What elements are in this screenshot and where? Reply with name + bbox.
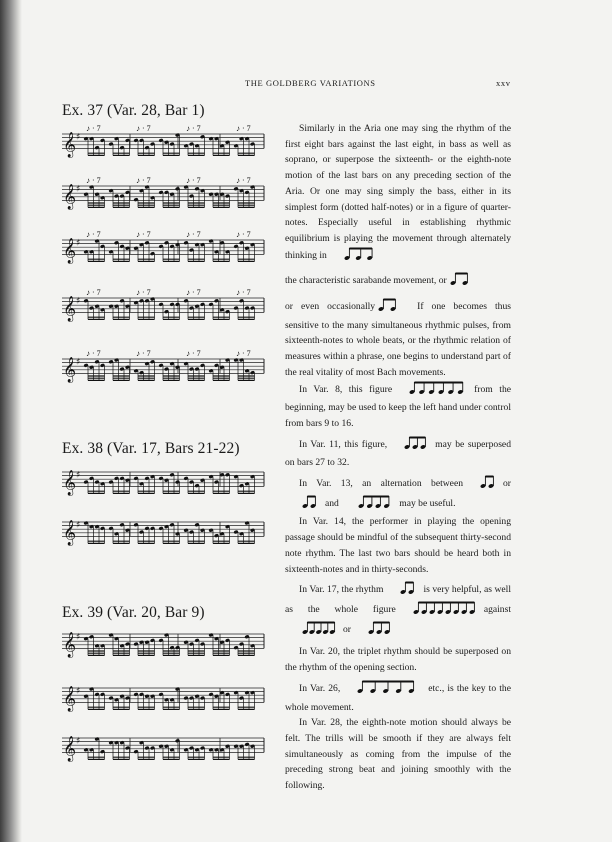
svg-text:♯: ♯ (76, 632, 81, 643)
svg-text:♯: ♯ (76, 238, 81, 249)
paragraph-aria-cont: the characteristic sarabande movement, or (285, 272, 511, 292)
svg-text:♪ · 7: ♪ · 7 (186, 349, 201, 358)
svg-text:♪ · 7: ♪ · 7 (86, 176, 101, 185)
svg-text:♪ · 7: ♪ · 7 (236, 349, 251, 358)
rhythm-figure (353, 621, 397, 641)
paragraph-aria-cont2: or even occasionally If one becomes thus sensitive to the many simultaneous rhythmic pulses, from sixteenth-notes to whole beats, or the rhythmic relation of measures within a phrase, one begins to understand part of the real vitality of most Bach movements. (285, 298, 511, 381)
page-number: xxv (496, 78, 511, 88)
svg-text:♪ · 7: ♪ · 7 (136, 349, 151, 358)
svg-text:𝄞: 𝄞 (63, 132, 77, 158)
music-staff-ex39-1 (60, 620, 268, 660)
svg-text:♯: ♯ (76, 132, 81, 143)
rhythm-figure (377, 298, 407, 318)
music-staff-ex37-2 (60, 172, 268, 212)
svg-text:♯: ♯ (76, 184, 81, 195)
running-title: THE GOLDBERG VARIATIONS (245, 78, 376, 88)
svg-text:♪ · 7: ♪ · 7 (236, 176, 251, 185)
music-staff-ex39-3 (60, 724, 268, 764)
svg-text:𝄞: 𝄞 (63, 520, 77, 546)
svg-text:♪ · 7: ♪ · 7 (136, 230, 151, 239)
svg-text:♪ · 7: ♪ · 7 (136, 124, 151, 133)
svg-text:♯: ♯ (76, 736, 81, 747)
music-staff-ex39-2 (60, 674, 268, 714)
paragraph-aria: Similarly in the Aria one may sing the rhythm of the first eight bars against the last eight, in bass as well as soprano, or superpose the sixteenth- or the eighth-note motion of the last bars on any preceding section of the Aria. Or one may sing simply the bass, either in its simplest form (dotted half-notes) or in a figure of quarter-notes. Especially useful in establishing rhythmic equilibrium is playing the movement through alternately thinking in (285, 121, 511, 266)
svg-text:♯: ♯ (76, 470, 81, 481)
rhythm-figure (394, 381, 472, 401)
example-37-label: Ex. 37 (Var. 28, Bar 1) (62, 102, 205, 119)
svg-text:♯: ♯ (76, 296, 81, 307)
paragraph-var11: In Var. 11, this figure, may be superposed on bars 27 to 32. (285, 436, 511, 471)
book-spine-shadow (0, 0, 22, 842)
music-staff-ex38-1 (60, 458, 268, 498)
svg-text:♪ · 7: ♪ · 7 (86, 349, 101, 358)
paragraph-var17: In Var. 17, the rhythm is very helpful, as well as the whole figure against or (285, 581, 511, 640)
rhythm-figure (329, 247, 383, 267)
svg-text:𝄞: 𝄞 (63, 296, 77, 322)
svg-text:♪ · 7: ♪ · 7 (86, 124, 101, 133)
paragraph-var14: In Var. 14, the performer in playing the opening passage should be mindful of the subsequent thirty-second note rhythm. The last two bars should be heard both in sixteenth-notes and in thirty-seconds. (285, 516, 511, 575)
paragraph-var13: In Var. 13, an alternation between or and may be useful. (285, 475, 511, 514)
svg-text:𝄞: 𝄞 (63, 357, 77, 383)
svg-text:♪ · 7: ♪ · 7 (236, 288, 251, 297)
example-38-label: Ex. 38 (Var. 17, Bars 21-22) (62, 440, 240, 457)
svg-text:𝄞: 𝄞 (63, 686, 77, 712)
paragraph-var28: In Var. 28, the eighth-note motion should always be felt. The trills will be smooth if they are always felt simultaneously as coming from the impulse of the preceding strong beat and joining smoothly with the following. (285, 717, 511, 792)
svg-text:𝄞: 𝄞 (63, 632, 77, 658)
music-staff-ex37-1 (60, 120, 268, 160)
svg-text:♪ · 7: ♪ · 7 (136, 288, 151, 297)
svg-text:♯: ♯ (76, 357, 81, 368)
music-staff-ex37-3 (60, 226, 268, 266)
svg-text:♪ · 7: ♪ · 7 (186, 124, 201, 133)
svg-text:♪ · 7: ♪ · 7 (186, 176, 201, 185)
commentary-column (285, 121, 511, 794)
svg-text:♪ · 7: ♪ · 7 (236, 124, 251, 133)
rhythm-figure (398, 601, 482, 621)
paragraph-var8: In Var. 8, this figure from the beginning, may be used to keep the left hand under control from bars 9 to 16. (285, 381, 511, 432)
rhythm-figure (385, 581, 421, 601)
svg-text:♪ · 7: ♪ · 7 (186, 288, 201, 297)
rhythm-figure (342, 680, 426, 700)
svg-text:♪ · 7: ♪ · 7 (136, 176, 151, 185)
example-39-label: Ex. 39 (Var. 20, Bar 9) (62, 604, 205, 621)
rhythm-figure (287, 621, 341, 641)
music-staff-ex37-5 (60, 345, 268, 385)
svg-text:♯: ♯ (76, 520, 81, 531)
paragraph-var20: In Var. 20, the triplet rhythm should be superposed on the rhythm of the opening section. (285, 646, 511, 674)
music-staff-ex37-4 (60, 284, 268, 324)
svg-text:𝄞: 𝄞 (63, 184, 77, 210)
rhythm-figure (449, 272, 479, 292)
paragraph-var26: In Var. 26, etc., is the key to the whole movement. (285, 680, 511, 715)
rhythm-figure (343, 495, 397, 515)
svg-text:♪ · 7: ♪ · 7 (86, 230, 101, 239)
rhythm-figure (287, 495, 323, 515)
svg-text:𝄞: 𝄞 (63, 238, 77, 264)
svg-text:♯: ♯ (76, 686, 81, 697)
svg-text:♪ · 7: ♪ · 7 (186, 230, 201, 239)
svg-text:♪ · 7: ♪ · 7 (86, 288, 101, 297)
music-staff-ex38-2 (60, 508, 268, 548)
rhythm-figure (465, 475, 501, 495)
svg-text:𝄞: 𝄞 (63, 736, 77, 762)
rhythm-figure (389, 436, 433, 456)
svg-text:𝄞: 𝄞 (63, 470, 77, 496)
svg-text:♪ · 7: ♪ · 7 (236, 230, 251, 239)
